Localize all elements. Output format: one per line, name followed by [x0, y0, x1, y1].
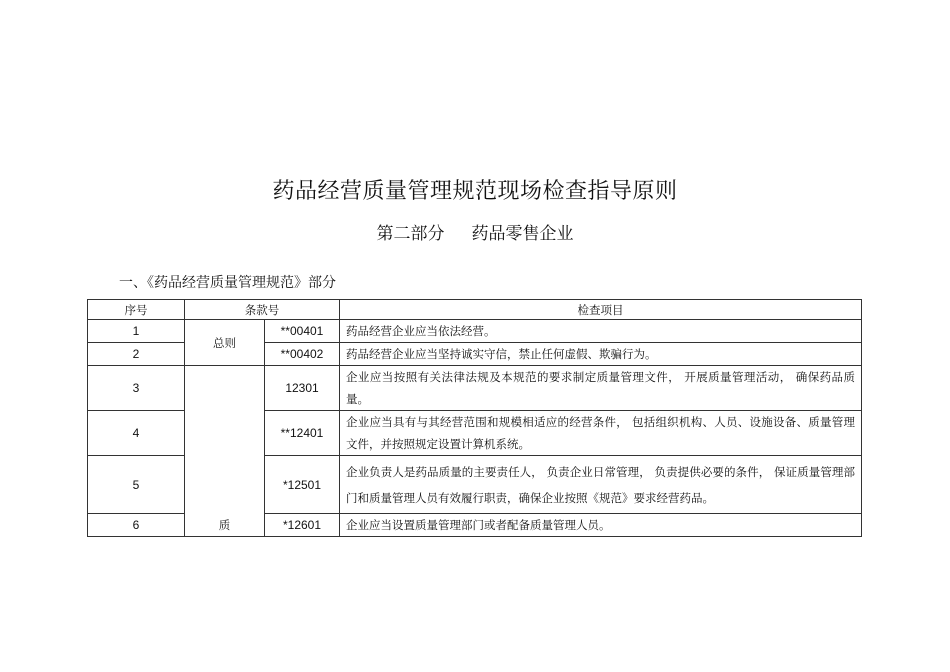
row-inspection-item: 企业应当按照有关法律法规及本规范的要求制定质量管理文件， 开展质量管理活动， 确保药品质量。: [340, 366, 862, 411]
row-inspection-item: 企业负责人是药品质量的主要责任人， 负责企业日常管理， 负责提供必要的条件， 保证质量管理部门和质量管理人员有效履行职责，确保企业按照《规范》要求经营药品。: [340, 456, 862, 514]
category-general: 总则: [185, 320, 265, 366]
table-row: [88, 320, 862, 343]
row-inspection-item: 企业应当具有与其经营范围和规模相适应的经营条件， 包括组织机构、人员、设施设备、质量管理文件，并按照规定设置计算机系统。: [340, 411, 862, 456]
table-header-row: [88, 300, 862, 320]
row-inspection-item: 企业应当设置质量管理部门或者配备质量管理人员。: [340, 514, 862, 537]
table-row: [88, 366, 862, 411]
header-inspection-item: 检查项目: [340, 300, 862, 320]
header-clause-no: 条款号: [185, 300, 340, 320]
row-inspection-item: 药品经营企业应当依法经营。: [340, 320, 862, 343]
row-clause-no: 12301: [265, 366, 340, 411]
category-quality: 质: [185, 366, 265, 537]
row-serial-no: 5: [88, 456, 185, 514]
row-serial-no: 1: [88, 320, 185, 343]
row-serial-no: 3: [88, 366, 185, 411]
section-heading: 一、《药品经营质量管理规范》部分: [119, 275, 336, 291]
row-clause-no: **00401: [265, 320, 340, 343]
row-serial-no: 6: [88, 514, 185, 537]
row-clause-no: *12601: [265, 514, 340, 537]
row-serial-no: 4: [88, 411, 185, 456]
document-subtitle: 第二部分 药品零售企业: [376, 224, 574, 244]
row-serial-no: 2: [88, 343, 185, 366]
header-serial-no: 序号: [88, 300, 185, 320]
row-inspection-item: 药品经营企业应当坚持诚实守信，禁止任何虚假、欺骗行为。: [340, 343, 862, 366]
row-clause-no: **00402: [265, 343, 340, 366]
document-title: 药品经营质量管理规范现场检查指导原则: [272, 179, 678, 204]
inspection-table: [87, 299, 862, 537]
row-clause-no: *12501: [265, 456, 340, 514]
row-clause-no: **12401: [265, 411, 340, 456]
